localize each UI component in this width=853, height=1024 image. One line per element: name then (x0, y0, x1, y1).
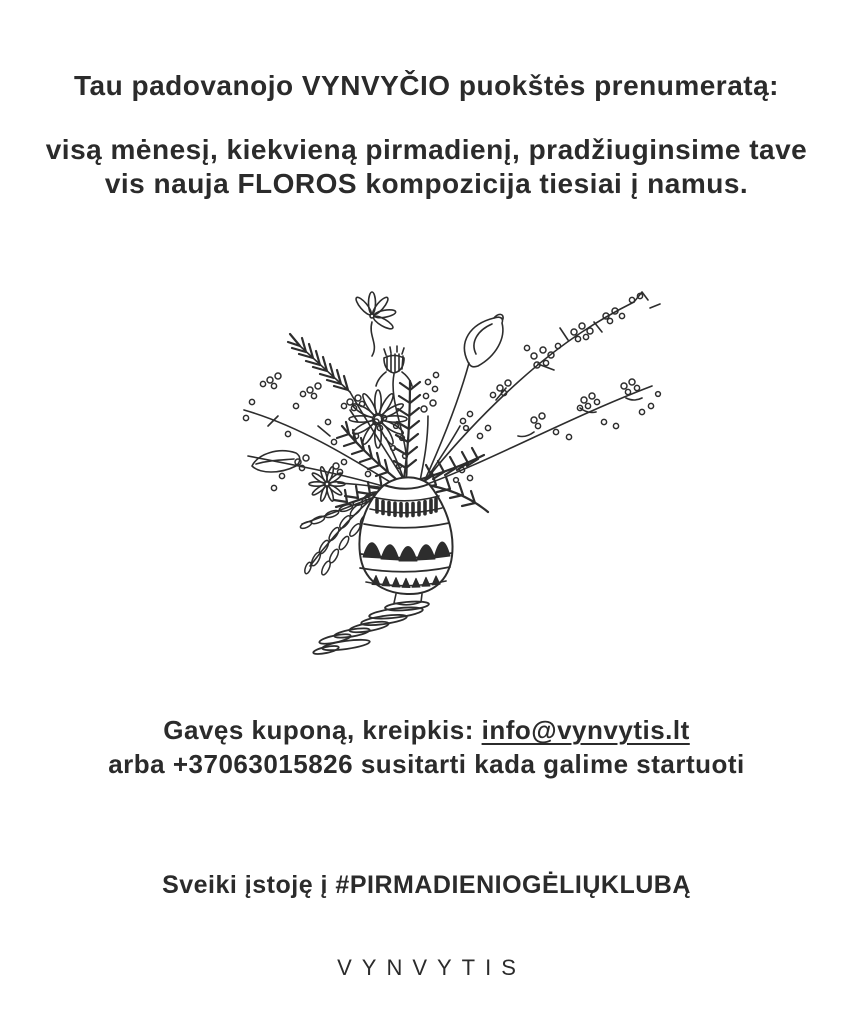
page-title: Tau padovanojo VYNVYČIO puokštės prenumeratą: (74, 70, 779, 101)
brand-logo: VYNVYTIS (337, 955, 526, 980)
page-subtitle (0, 133, 853, 201)
welcome-message: Sveiki įstoję į #PIRMADIENIOGĖLIŲKLUBĄ (162, 871, 691, 899)
contact-line-2: arba +37063015826 susitarti kada galime startuoti (108, 749, 745, 779)
email-link[interactable]: info@vynvytis.lt (481, 715, 690, 745)
contact-line-1 (0, 713, 853, 747)
subtitle-line-2: vis nauja FLOROS kompozicija tiesiai į namus. (104, 168, 749, 199)
contact-block (0, 713, 853, 781)
contact-line-1-prefix: Gavęs kuponą, kreipkis: (163, 715, 482, 745)
bouquet-illustration (238, 276, 664, 662)
subtitle-line-1: visą mėnesį, kiekvieną pirmadienį, pradžiuginsime tave (45, 134, 808, 165)
